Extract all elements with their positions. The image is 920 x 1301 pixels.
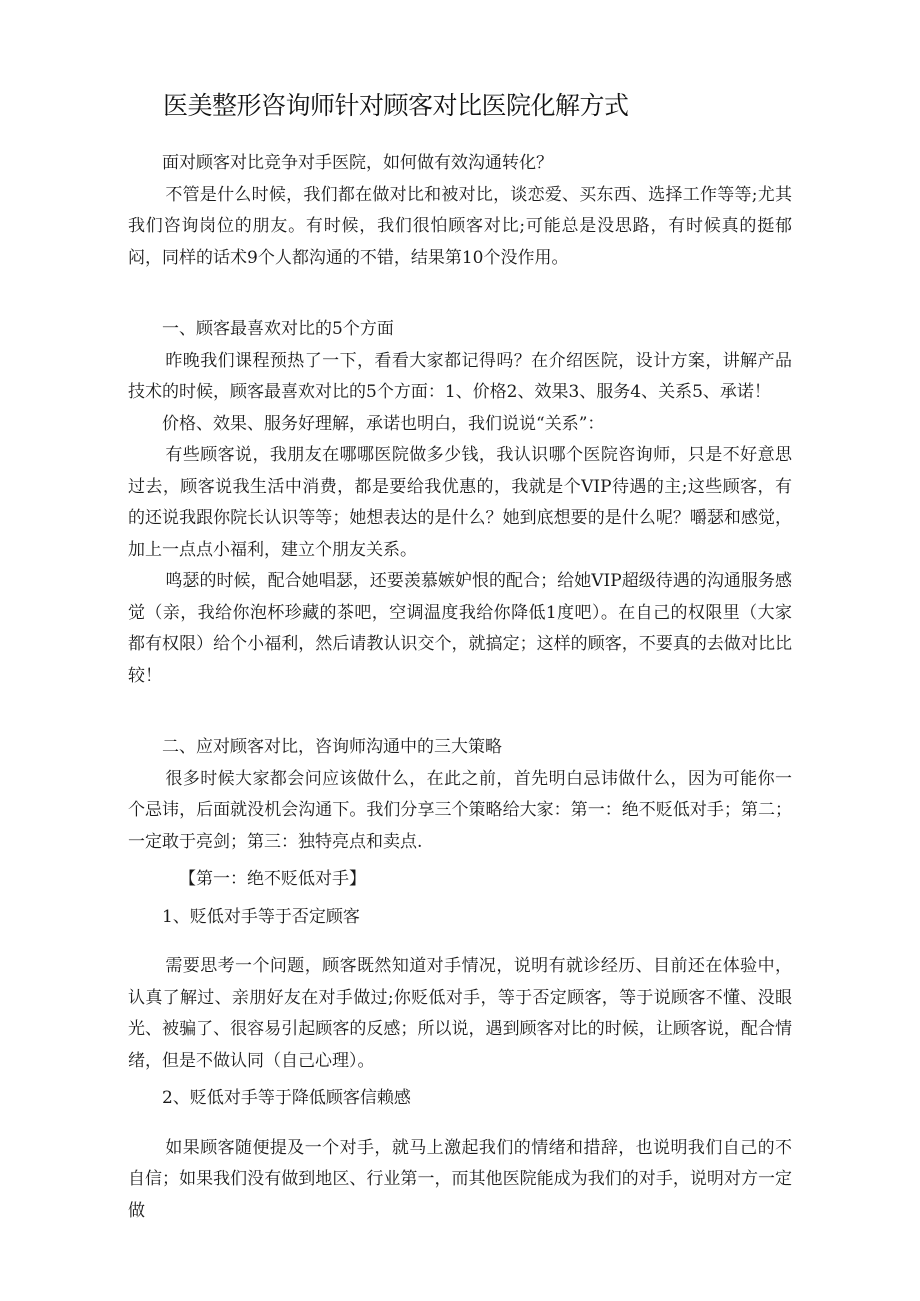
- paragraph-opening: 不管是什么时候，我们都在做对比和被对比，谈恋爱、买东西、选择工作等等;尤其我们咨询岗位的朋友。有时候，我们很怕顾客对比;可能总是没思路，有时候真的挺郁闷，同样的话术9个人都沟通的不错，结果第10个没作用。: [128, 184, 792, 268]
- point-heading-1: 1、贬低对手等于否定顾客: [162, 906, 360, 927]
- strategy-heading: 【第一：绝不贬低对手】: [179, 869, 366, 889]
- paragraph: 鸣瑟的时候，配合她唱瑟，还要羡慕嫉妒恨的配合；给她VIP超级待遇的沟通服务感觉（亲，我给你泡杯珍藏的茶吧，空调温度我给你降低1度吧）。在自己的权限里（大家都有权限）给个小福利，然后请教认识交个，就搞定；这样的顾客，不要真的去做对比比较！: [128, 571, 792, 686]
- paragraph: 如果顾客随便提及一个对手，就马上激起我们的情绪和措辞，也说明我们自己的不自信；如果我们没有做到地区、行业第一，而其他医院能成为我们的对手，说明对方一定做: [128, 1137, 792, 1221]
- paragraph: 很多时候大家都会问应该做什么，在此之前，首先明白忌讳做什么，因为可能你一个忌讳，后面就没机会沟通下。我们分享三个策略给大家：第一：绝不贬低对手；第二；一定敢于亮剑；第三：独特亮点和卖点.: [128, 768, 792, 852]
- paragraph: 昨晚我们课程预热了一下，看看大家都记得吗？在介绍医院，设计方案，讲解产品技术的时候，顾客最喜欢对比的5个方面：1、价格2、效果3、服务4、关系5、承诺！: [128, 350, 792, 402]
- paragraph: 有些顾客说，我朋友在哪哪医院做多少钱，我认识哪个医院咨询师，只是不好意思过去，顾客说我生活中消费，都是要给我优惠的，我就是个VIP待遇的主;这些顾客，有的还说我跟你院长认识等等；她想表达的是什么？她到底想要的是什么呢？嚼瑟和感觉，加上一点点小福利，建立个朋友关系。: [128, 445, 792, 560]
- document-body: [128, 148, 792, 1227]
- section-heading-1: 一、顾客最喜欢对比的5个方面: [162, 319, 394, 339]
- intro-paragraph: 面对顾客对比竞争对手医院，如何做有效沟通转化？: [162, 153, 553, 173]
- section-heading-2: 二、应对顾客对比，咨询师沟通中的三大策略: [162, 737, 502, 757]
- paragraph: 需要思考一个问题，顾客既然知道对手情况，说明有就诊经历、目前还在体验中，认真了解过、亲朋好友在对手做过;你贬低对手，等于否定顾客，等于说顾客不懂、没眼光、被骗了、很容易引起顾客的反感；所以说，遇到顾客对比的时候，让顾客说，配合情绪，但是不做认同（自己心理）。: [128, 956, 792, 1071]
- point-heading-2: 2、贬低对手等于降低顾客信赖感: [162, 1088, 411, 1108]
- paragraph: 价格、效果、服务好理解，承诺也明白，我们说说“关系”：: [162, 413, 605, 434]
- document-title: 医美整形咨询师针对顾客对比医院化解方式: [163, 91, 629, 120]
